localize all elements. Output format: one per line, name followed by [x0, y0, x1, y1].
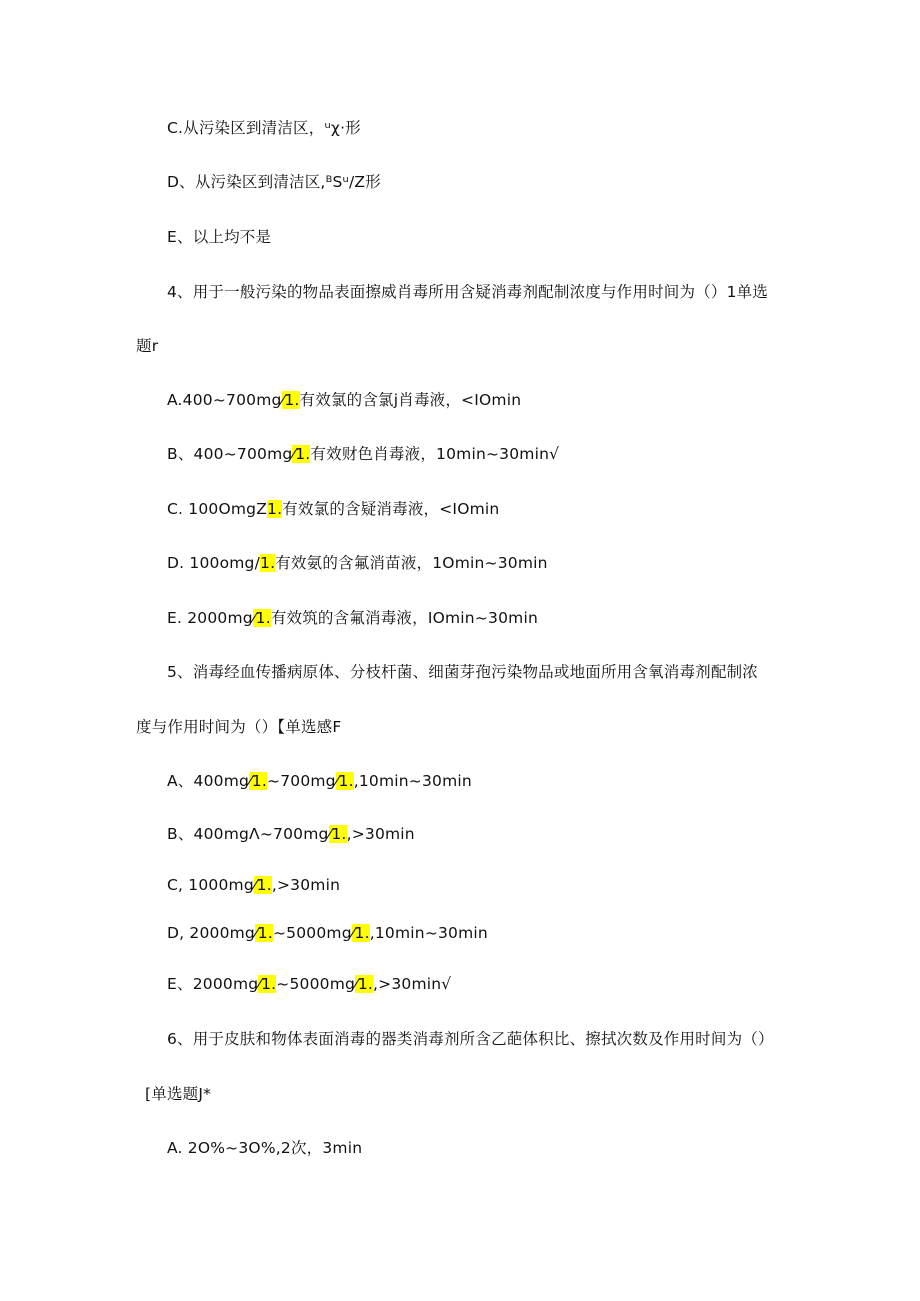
highlighted-text: ⁄1. [254, 924, 273, 942]
text-line: C.从污染区到清洁区，ᵘχ·形 [167, 119, 361, 137]
option-line: D. 100omg/1.有效氨的含氟消苗液，1Omin~30min [167, 554, 548, 572]
question-text: 度与作用时间为（）【单选感F [136, 718, 342, 736]
highlighted-text: ⁄1. [335, 772, 354, 790]
highlighted-text: ⁄1. [252, 609, 271, 627]
text-line: E、以上均不是 [167, 228, 272, 246]
highlighted-text: ⁄1. [249, 772, 268, 790]
highlighted-text: ⁄1. [281, 391, 300, 409]
highlighted-text: 1. [260, 554, 276, 572]
option-line: E、2000mg⁄1.~5000mg⁄1.,>30min√ [167, 975, 452, 993]
option-line: C. 100OmgZ1.有效氯的含疑消毒液，<IOmin [167, 500, 500, 518]
option-line: C, 1000mg⁄1.,>30min [167, 876, 341, 894]
option-line: D, 2000mg⁄1.~5000mg⁄1.,10min~30min [167, 924, 488, 942]
highlighted-text: ⁄1. [253, 876, 272, 894]
option-line: A. 2O%~3O%,2次，3min [167, 1139, 363, 1157]
highlighted-text: ⁄1. [328, 825, 347, 843]
option-line: A.400~700mg⁄1.有效氯的含氯j肖毒液，<IOmin [167, 391, 522, 409]
highlighted-text: ⁄1. [351, 924, 370, 942]
highlighted-text: 1. [267, 500, 283, 518]
option-line: B、400~700mg⁄1.有效财色肖毒液，10min~30min√ [167, 445, 560, 463]
highlighted-text: ⁄1. [355, 975, 374, 993]
question-text: 4、用于一般污染的物品表面擦威肖毒所用含疑消毒剂配制浓度与作用时间为（）1单选 [167, 283, 769, 301]
question-text: 5、消毒经血传播病原体、分枝杆菌、细菌芽孢污染物品或地面所用含氧消毒剂配制浓 [167, 663, 758, 681]
question-text: 题r [136, 337, 159, 355]
highlighted-text: ⁄1. [292, 445, 311, 463]
highlighted-text: ⁄1. [258, 975, 277, 993]
question-text: 6、用于皮肤和物体表面消毒的器类消毒剂所含乙葩体积比、擦拭次数及作用时间为（） [167, 1030, 774, 1048]
option-line: A、400mg⁄1.~700mg⁄1.,10min~30min [167, 772, 472, 790]
question-text: [单选题J* [145, 1085, 212, 1103]
option-line: B、400mgΛ~700mg⁄1.,>30min [167, 825, 415, 843]
text-line: D、从污染区到清洁区,ᴮSᵘ/Z形 [167, 173, 381, 191]
option-line: E. 2000mg⁄1.有效筑的含氟消毒液，IOmin~30min [167, 609, 538, 627]
